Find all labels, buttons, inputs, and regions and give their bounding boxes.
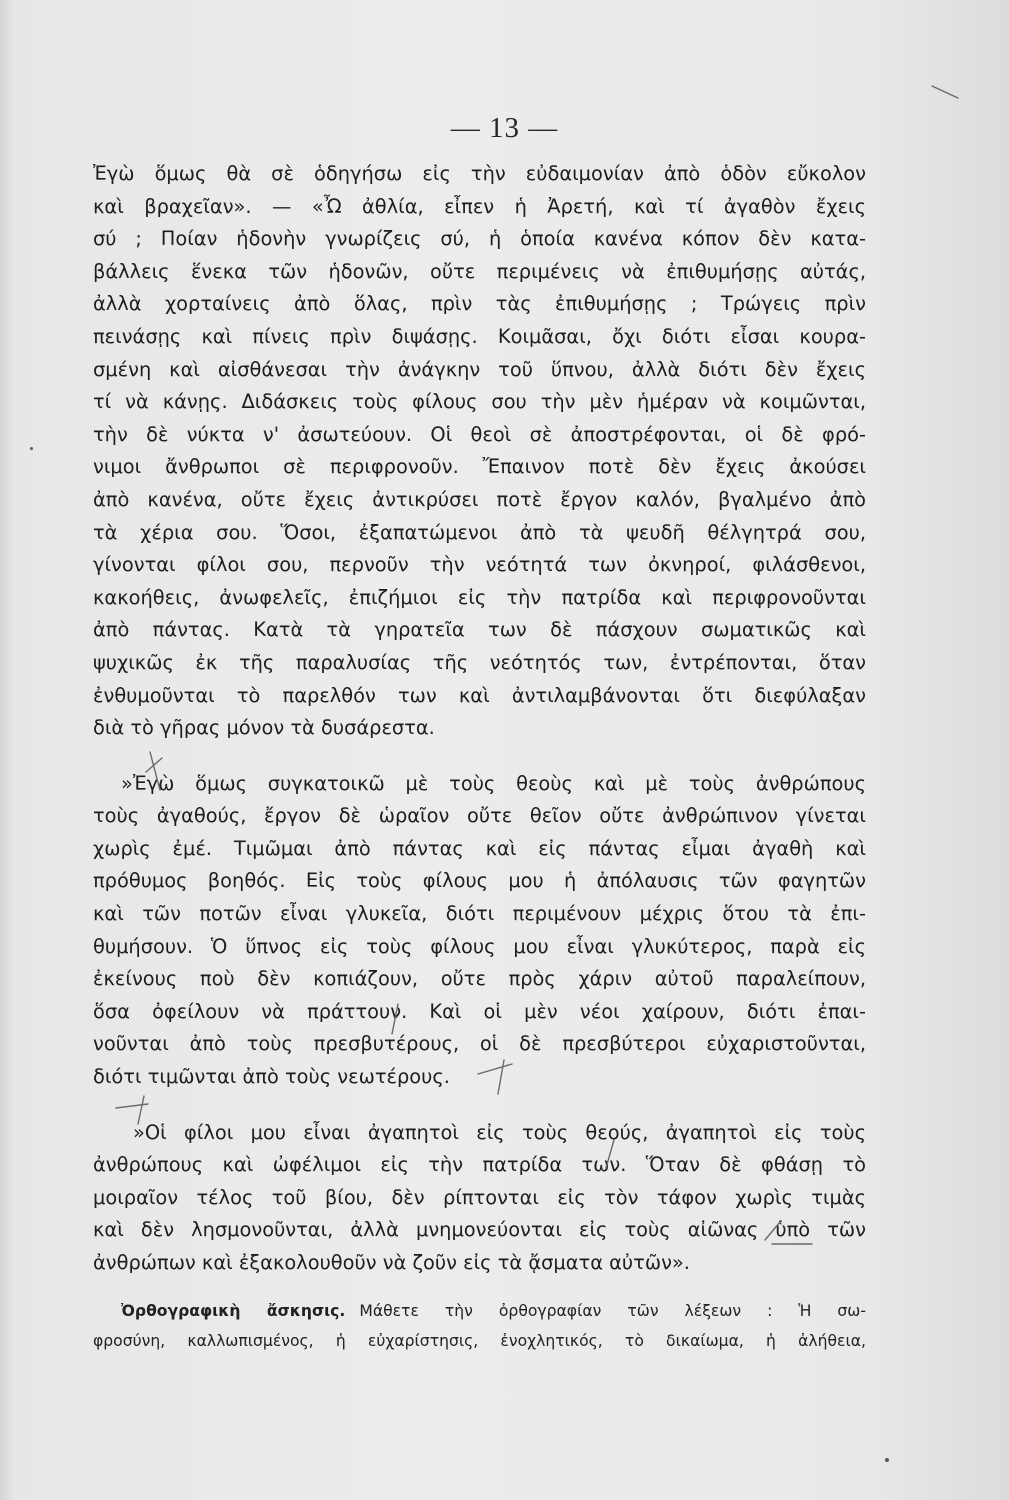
text-line: ἀνθρώπων καὶ ἐξακολουθοῦν νὰ ζοῦν εἰς τὰ ᾄσματα αὐτῶν». [93, 1251, 690, 1274]
body-text [93, 158, 866, 1280]
text-line: νοῦνται ἀπὸ τοὺς πρεσβυτέρους, οἱ δὲ πρεσβύτεροι εὐχαριστοῦνται, [93, 1032, 866, 1056]
page-number: — 13 — [450, 112, 559, 144]
text-line: σμένη καὶ αἰσθάνεσαι τὴν ἀνάγκην τοῦ ὕπνου, ἀλλὰ διότι δὲν ἔχεις [93, 357, 866, 381]
text-line: ψυχικῶς ἐκ τῆς παραλυσίας τῆς νεότητός των, ἐντρέπονται, ὅταν [93, 650, 866, 674]
text-line: σύ ; Ποίαν ἡδονὴν γνωρίζεις σύ, ἡ ὁποία κανένα κόπον δὲν κατα- [93, 227, 866, 251]
text-line: μοιραῖον τέλος τοῦ βίου, δὲν ρίπτονται εἰς τὸν τάφον χωρὶς τιμὰς [93, 1185, 866, 1209]
spelling-exercise [93, 1296, 866, 1356]
text-line: θυμήσουν. Ὁ ὕπνος εἰς τοὺς φίλους μου εἶναι γλυκύτερος, παρὰ εἰς [93, 934, 866, 958]
text-line: πεινάσῃς καὶ πίνεις πρὶν διψάσῃς. Κοιμᾶσαι, ὄχι διότι εἶσαι κουρα- [93, 324, 866, 348]
scan-speck [885, 1458, 889, 1462]
pencil-mark-right-edge [932, 86, 958, 98]
text-line: ἀλλὰ χορταίνεις ἀπὸ ὅλας, πρὶν τὰς ἐπιθυμήσῃς ; Τρώγεις πρὶν [93, 292, 866, 316]
text-line: νιμοι ἄνθρωποι σὲ περιφρονοῦν. Ἔπαινον ποτὲ δὲν ἔχεις ἀκούσει [93, 455, 866, 479]
exercise-label: Ὀρθογραφικὴ ἄσκησις. [121, 1302, 346, 1320]
paragraph-2 [93, 768, 866, 1094]
text-line: πρόθυμος βοηθός. Εἰς τοὺς φίλους μου ἡ ἀπόλαυσις τῶν φαγητῶν [93, 869, 866, 893]
paragraph-gap [93, 1094, 866, 1117]
text-line: ἀπὸ κανένα, οὔτε ἔχεις ἀντικρύσει ποτὲ ἔργον καλόν, βγαλμένο ἀπὸ [93, 487, 866, 511]
text-line: »Οἱ φίλοι μου εἶναι ἀγαπητοὶ εἰς τοὺς θεούς, ἀγαπητοὶ εἰς τοὺς [133, 1120, 866, 1144]
paragraph-1 [93, 158, 866, 745]
exercise-instruction: Μάθετε τὴν ὀρθογραφίαν τῶν λέξεων : Ἡ σω- [359, 1302, 866, 1320]
text-line: ἀπὸ πάντας. Κατὰ τὰ γηρατεῖα των δὲ πάσχουν σωματικῶς καὶ [93, 618, 866, 642]
text-line: καὶ δὲν λησμονοῦνται, ἀλλὰ μνημονεύονται εἰς τοὺς αἰῶνας ὑπὸ τῶν [93, 1218, 866, 1242]
text-line: κακοήθεις, ἀνωφελεῖς, ἐπιζήμιοι εἰς τὴν πατρίδα καὶ περιφρονοῦνται [93, 585, 866, 609]
text-line: ὅσα ὀφείλουν νὰ πράττουν. Καὶ οἱ μὲν νέοι χαίρουν, διότι ἐπαι- [93, 999, 866, 1023]
text-line: βάλλεις ἕνεκα τῶν ἡδονῶν, οὔτε περιμένεις νὰ ἐπιθυμήσῃς αὐτάς, [93, 259, 866, 283]
text-line: γίνονται φίλοι σου, περνοῦν τὴν νεότητά των ὀκνηροί, φιλάσθενοι, [93, 553, 866, 577]
text-line: τὴν δὲ νύκτα ν' ἀσωτεύουν. Οἱ θεοὶ σὲ ἀποστρέφονται, οἱ δὲ φρό- [93, 422, 866, 446]
text-line: τὰ χέρια σου. Ὅσοι, ἐξαπατώμενοι ἀπὸ τὰ ψευδῆ θέλγητρά σου, [93, 520, 866, 544]
paragraph-gap [93, 745, 866, 768]
exercise-word-list: φροσύνη, καλλωπισμένος, ἡ εὐχαρίστησις, ἐνοχλητικός, τὸ δικαίωμα, ἡ ἀλήθεια, [93, 1332, 866, 1350]
exercise-line [93, 1296, 866, 1326]
text-line: διότι τιμῶνται ἀπὸ τοὺς νεωτέρους. [93, 1065, 450, 1089]
text-line: ἀνθρώπους καὶ ὠφέλιμοι εἰς τὴν πατρίδα των. Ὅταν δὲ φθάσῃ τὸ [93, 1153, 866, 1177]
text-line: τοὺς ἀγαθούς, ἔργον δὲ ὡραῖον οὔτε θεῖον οὔτε ἀνθρώπινον γίνεται [93, 804, 866, 828]
text-line: διὰ τὸ γῆρας μόνον τὰ δυσάρεστα. [93, 716, 435, 740]
scan-speck [30, 447, 33, 450]
text-line: ἐνθυμοῦνται τὸ παρελθόν των καὶ ἀντιλαμβάνονται ὅτι διεφύλαξαν [93, 683, 866, 707]
text-line: καὶ τῶν ποτῶν εἶναι γλυκεῖα, διότι περιμένουν μέχρις ὅτου τὰ ἐπι- [93, 902, 866, 926]
text-line: »Ἐγὼ ὅμως συγκατοικῶ μὲ τοὺς θεοὺς καὶ μὲ τοὺς ἀνθρώπους [121, 771, 866, 795]
text-line: καὶ βραχεῖαν». — «Ὦ ἀθλία, εἶπεν ἡ Ἀρετή, καὶ τί ἀγαθὸν ἔχεις [93, 194, 866, 218]
paragraph-3 [93, 1117, 866, 1280]
text-line: ἐκείνους ποὺ δὲν κοπιάζουν, οὔτε πρὸς χάριν αὐτοῦ παραλείπουν, [93, 967, 866, 991]
text-line: χωρὶς ἐμέ. Τιμῶμαι ἀπὸ πάντας καὶ εἰς πάντας εἶμαι ἀγαθὴ καὶ [93, 836, 866, 860]
text-line: τί νὰ κάνῃς. Διδάσκεις τοὺς φίλους σου τὴν μὲν ἡμέραν νὰ κοιμῶνται, [93, 390, 866, 414]
text-line: Ἐγὼ ὅμως θὰ σὲ ὁδηγήσω εἰς τὴν εὐδαιμονίαν ἀπὸ ὁδὸν εὔκολον [93, 162, 866, 185]
